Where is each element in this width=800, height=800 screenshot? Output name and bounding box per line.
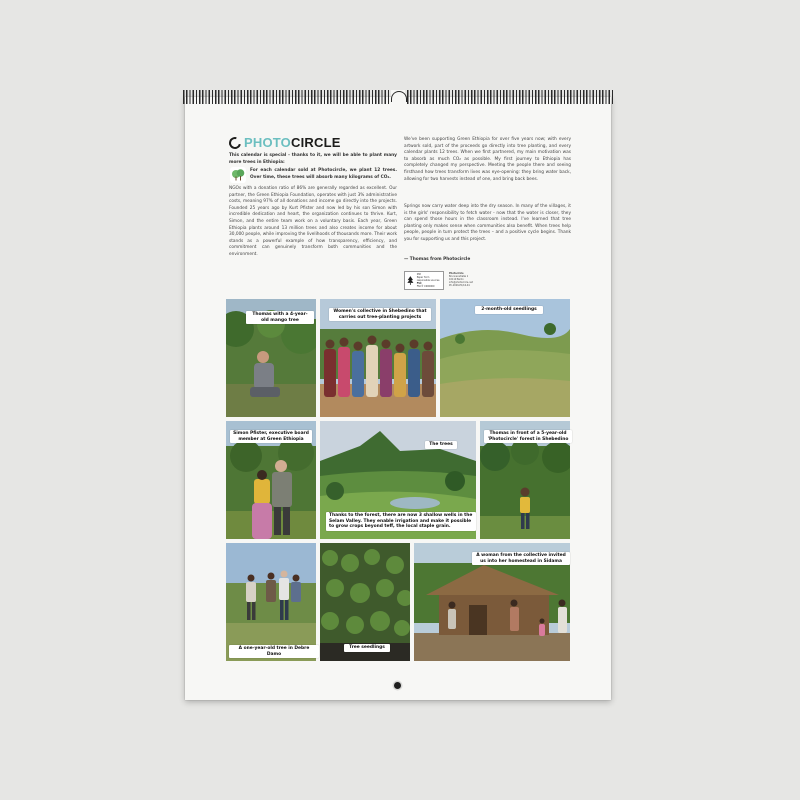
- hanger-hook: [391, 91, 407, 102]
- caption-seedlings: 2-month-old seedlings: [475, 306, 543, 314]
- fsc-code: FSC® C000000: [416, 285, 435, 288]
- fsc-tree-icon: [407, 274, 414, 287]
- photo-debre-damo: [226, 543, 316, 661]
- signature: — Thomas from Photocircle: [404, 257, 471, 262]
- caption-thomas-mango: Thomas with a 4-year-old mango tree: [246, 311, 314, 324]
- pledge-text: For each calendar sold at Photocircle, we plant 12 trees. Over time, these trees will absorb many kilograms of CO₂.: [250, 168, 397, 180]
- address-line: 10119 Berlin: [449, 278, 464, 282]
- left-body-text: NGOs with a donation ratio of 86% are generally regarded as excellent. Our partner, the Green Ethiopia Foundation, operates with just 3% administrative costs, meaning 97% of all donations and income go directly into the projects. Founded 25 years ago by Kurt Pfister and now led by his son Simon with incredible dedication and heart, the organization continues to thrive. Kurt, Simon, and the entire team work on a voluntary basis. Each year, Green Ethiopia plants around 13 million trees and also creates income for about 30,000 people, while improving the livelihoods of thousands more. Their work stands as a powerful example of how transparency, efficiency, and commitment can genuinely transform both communities and the environment.: [229, 186, 397, 257]
- hang-hole: [394, 682, 401, 689]
- fsc-brand: FSC: [416, 282, 422, 285]
- address-line: PC-2026-E1/16-K1: [449, 284, 470, 288]
- fsc-desc: Paper from responsible sources: [416, 276, 440, 282]
- caption-photocircle-forest: Thomas in front of a 5-year-old 'Photocircle' forest in Shebedino: [484, 430, 572, 443]
- fsc-badge: [404, 271, 444, 290]
- caption-the-trees: The trees: [425, 441, 457, 449]
- tree-icon: [230, 167, 246, 183]
- caption-sidama-homestead: A woman from the collective invited us into her homestead in Sidama: [472, 552, 570, 565]
- logo-ring-icon: [227, 134, 243, 150]
- caption-tree-seedlings: Tree seedlings: [344, 644, 390, 652]
- address-line: Photocircle: [449, 272, 464, 275]
- publisher-address: [449, 272, 473, 287]
- caption-selam-valley: Thanks to the forest, there are now 3 shallow wells in the Selam Valley. They enable irrigation and make it possible to grow crops beyond teff, the local staple grain.: [326, 512, 476, 531]
- address-line: Brunnenstraße 1: [449, 275, 469, 279]
- photocircle-logo: PHOTO CIRCLE: [229, 135, 341, 150]
- fsc-mix: MIX: [416, 273, 421, 276]
- intro-text: This calendar is special - thanks to it, we will be able to plant many more trees in Ethiopia:: [229, 153, 397, 165]
- caption-debre-damo: A one-year-old tree in Debre Damo: [229, 645, 319, 658]
- caption-simon-pfister: Simon Pfister, executive board member at Green Ethiopia: [230, 430, 312, 443]
- right-paragraph-2: Springs now carry water deep into the dry season. In many of the villages, it is the girls' responsibility to fetch water - now that the water is closer, they can spend those hours in the classroom instead. I've learned that tree planting only makes sense when communities also benefit. When trees help people, people in turn protect the trees – and a positive cycle begins. Thank you for supporting us and this project.: [404, 204, 571, 242]
- address-line: info@photocircle.net: [449, 281, 473, 285]
- caption-womens-collective: Women's collective in Shebedino that carries out tree-planting projects: [329, 308, 431, 321]
- photo-seedlings-field: [440, 299, 570, 417]
- right-paragraph-1: We've been supporting Green Ethiopia for over five years now; with every artwork sold, part of the proceeds go directly into tree planting, and every calendar plants 12 trees. When we first partnered, my main motivation was to absorb as much CO₂ as possible. My first journey to Ethiopia has completely changed my perspective. Meeting the people there and seeing firsthand how trees transform lives was eye-opening: they bring water back, allowing for two harvests instead of one, and bring back bees.: [404, 137, 571, 182]
